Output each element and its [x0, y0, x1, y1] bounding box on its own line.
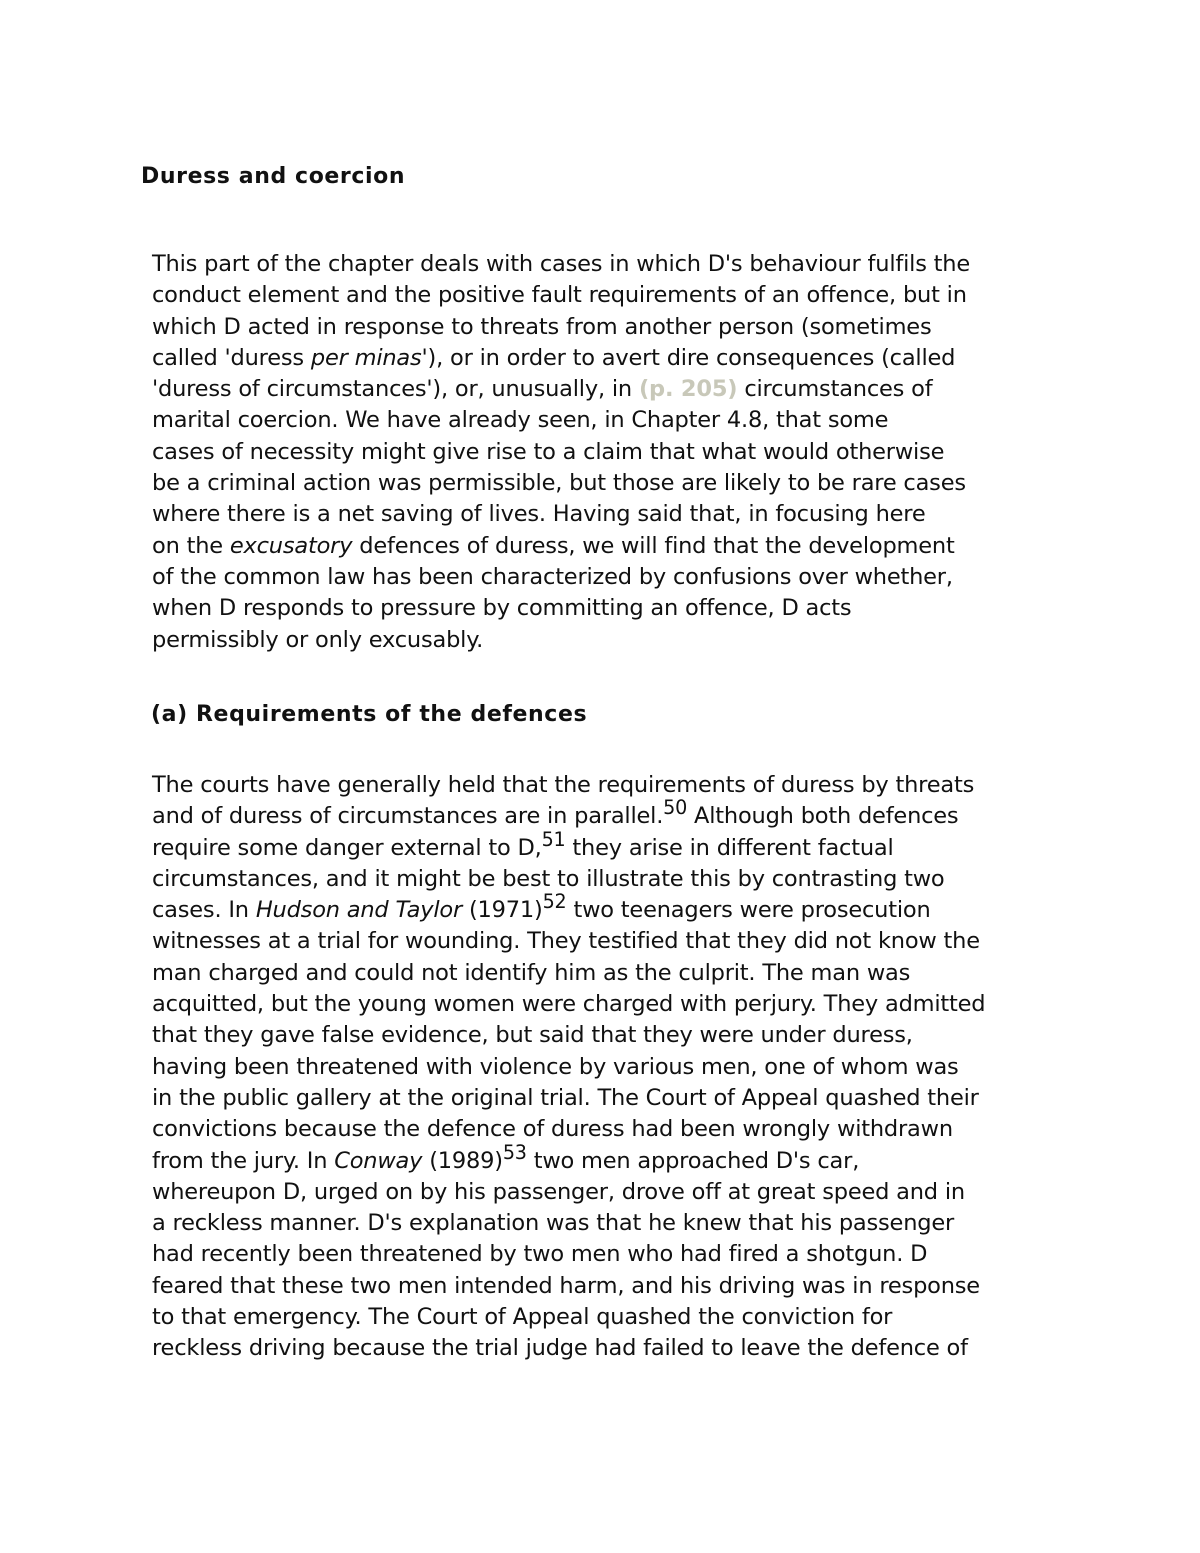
footnote-marker[interactable]: 50	[663, 796, 688, 820]
requirements-paragraph	[152, 770, 1052, 1365]
text-line: having been threatened with violence by various men, one of whom was	[152, 1053, 959, 1080]
text-line: had recently been threatened by two men who had fired a shotgun. D	[152, 1241, 928, 1268]
text-line: in the public gallery at the original trial. The Court of Appeal quashed their	[152, 1084, 979, 1111]
text-line: be a criminal action was permissible, but those are likely to be rare cases	[152, 470, 966, 497]
text-line: a reckless manner. D's explanation was that he knew that his passenger	[152, 1210, 955, 1237]
text-line	[152, 1140, 1052, 1177]
subsection-heading: (a) Requirements of the defences	[151, 702, 588, 727]
text-line: This part of the chapter deals with cases in which D's behaviour fulfils the	[152, 251, 971, 277]
text-line: feared that these two men intended harm, and his driving was in response	[152, 1272, 980, 1299]
text-line: which D acted in response to threats from another person (sometimes	[152, 313, 932, 340]
text-line: conduct element and the positive fault requirements of an offence, but in	[152, 282, 967, 309]
text-run: circumstances of	[737, 376, 933, 403]
italic-term: excusatory	[229, 532, 353, 559]
text-run: '), or in order to avert dire consequences (called	[421, 344, 956, 371]
text-line	[152, 827, 1052, 864]
text-run: 'duress of circumstances'), or, unusually, in	[152, 376, 639, 403]
text-run: two men approached D's car,	[526, 1147, 860, 1174]
footnote-marker[interactable]: 52	[542, 890, 567, 914]
text-run: from the jury. In	[152, 1147, 335, 1174]
intro-paragraph	[152, 249, 1052, 656]
text-line	[152, 343, 1052, 374]
text-line: man charged and could not identify him as the culprit. The man was	[152, 959, 911, 986]
text-run: defences of duress, we will find that the development	[352, 532, 955, 559]
text-line	[152, 890, 1052, 926]
text-line	[152, 796, 1052, 832]
text-line: permissibly or only excusably.	[152, 626, 484, 653]
text-run: they arise in different factual	[565, 834, 894, 861]
text-run: called 'duress	[152, 344, 311, 371]
text-line: where there is a net saving of lives. Having said that, in focusing here	[152, 501, 926, 528]
text-line: marital coercion. We have already seen, in Chapter 4.8, that some	[152, 407, 889, 434]
text-line: convictions because the defence of duress had been wrongly withdrawn	[152, 1116, 953, 1143]
text-line: that they gave false evidence, but said that they were under duress,	[152, 1022, 913, 1049]
text-line	[152, 531, 1052, 562]
text-line: when D responds to pressure by committing an offence, D acts	[152, 595, 852, 622]
text-line: witnesses at a trial for wounding. They testified that they did not know the	[152, 928, 980, 955]
text-line: of the common law has been characterized by confusions over whether,	[152, 563, 953, 590]
text-run: (1971)	[462, 897, 543, 924]
text-line: whereupon D, urged on by his passenger, drove off at great speed and in	[152, 1178, 965, 1205]
text-run: and of duress of circumstances are in parallel.	[152, 803, 664, 830]
text-run: cases. In	[152, 897, 256, 924]
text-run: (1989)	[422, 1147, 503, 1174]
text-run: Although both defences	[687, 803, 959, 830]
case-name: Conway	[334, 1147, 423, 1174]
case-name: Hudson and Taylor	[255, 897, 463, 924]
text-run: require some danger external to D,	[152, 834, 542, 861]
footnote-marker[interactable]: 51	[541, 827, 566, 851]
footnote-marker[interactable]: 53	[502, 1140, 527, 1164]
text-line: The courts have generally held that the requirements of duress by threats	[152, 772, 975, 798]
page-reference: (p. 205)	[638, 376, 738, 403]
text-line	[152, 374, 1052, 405]
text-line: to that emergency. The Court of Appeal quashed the conviction for	[152, 1304, 893, 1331]
text-run: two teenagers were prosecution	[566, 897, 931, 924]
text-line: acquitted, but the young women were charged with perjury. They admitted	[152, 991, 986, 1018]
text-run: on the	[152, 532, 230, 559]
italic-term: per minas	[310, 344, 422, 371]
section-title: Duress and coercion	[141, 164, 406, 189]
text-line: reckless driving because the trial judge had failed to leave the defence of	[152, 1335, 968, 1362]
text-line: circumstances, and it might be best to illustrate this by contrasting two	[152, 865, 945, 892]
text-line: cases of necessity might give rise to a claim that what would otherwise	[152, 438, 945, 465]
